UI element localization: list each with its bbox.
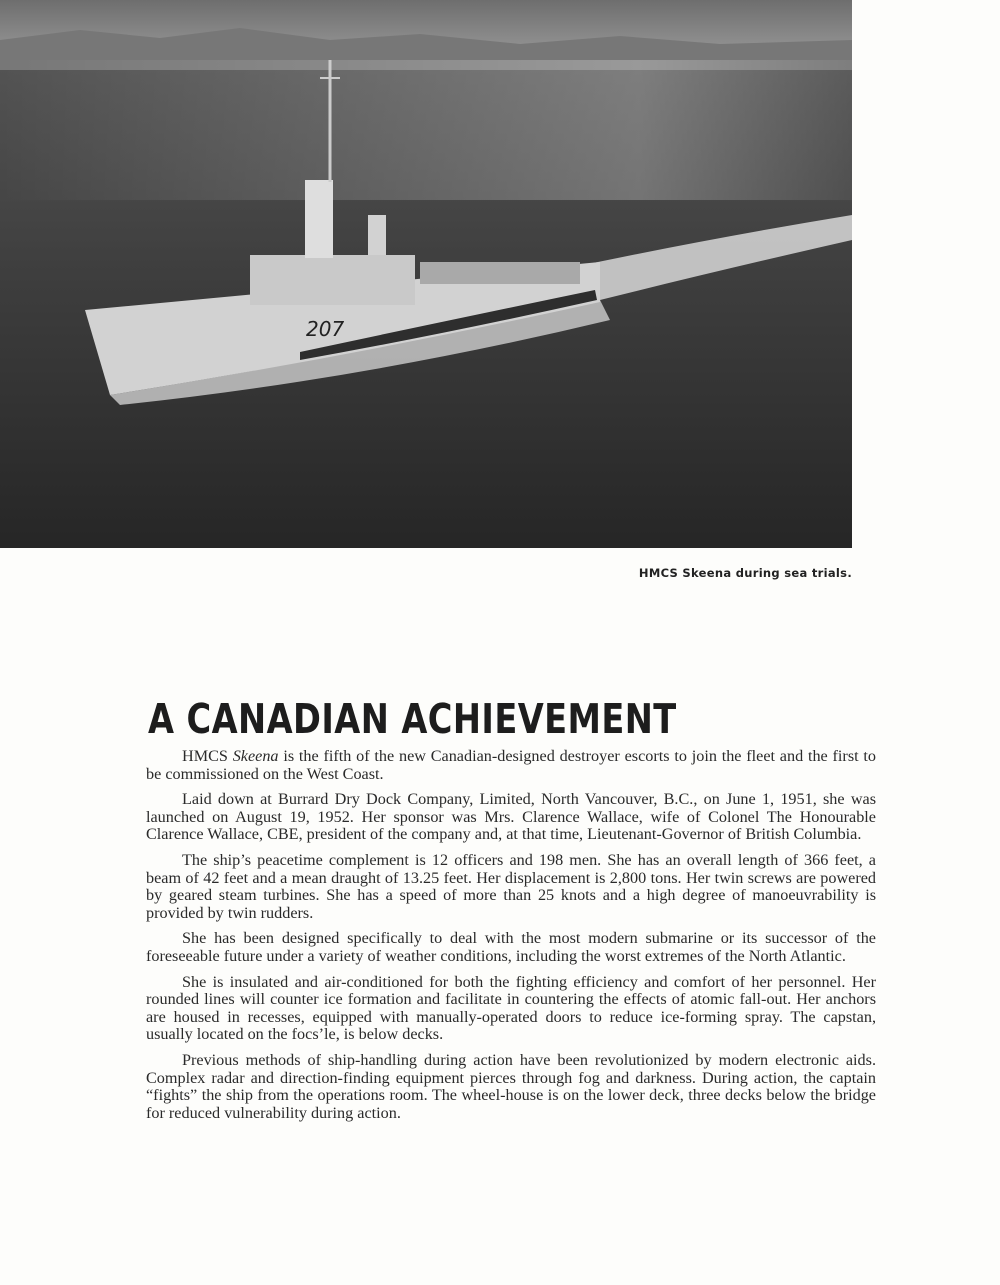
- photo-caption: HMCS Skeena during sea trials.: [638, 566, 852, 580]
- ship-name-italic: Skeena: [232, 747, 279, 765]
- article-title: A CANADIAN ACHIEVEMENT: [148, 695, 677, 744]
- paragraph-3: The ship’s peacetime complement is 12 officers and 198 men. She has an overall length of 366 feet, a beam of 42 feet and a mean draught of 13.25 feet. Her displacement is 2,800 tons. Her twin screws are powered by geared steam turbines. She has a speed of more than 25 knots and a high degree of manoeuvrability is provided by twin rudders.: [146, 850, 876, 922]
- ship-photo-illustration: [0, 0, 852, 548]
- hull-number: 207: [306, 317, 345, 341]
- paragraph-1: [146, 748, 876, 783]
- paragraph-4: She has been designed specifically to deal with the most modern submarine or its successor of the foreseeable future under a variety of weather conditions, including the worst extremes of the North Atlantic.: [146, 929, 876, 965]
- paragraph-1-post: is the fifth of the new Canadian-designed destroyer escorts to join the fleet and the first to be commissioned on the West Coast.: [146, 747, 876, 783]
- paragraph-6: Previous methods of ship-handling during action have been revolutionized by modern electronic aids. Complex radar and direction-finding equipment pierces through fog and darkness. During action, the captain “fights” the ship from the operations room. The wheel-house is on the lower deck, three decks below the bridge for reduced vulnerability during action.: [146, 1050, 876, 1122]
- ship-photo: [0, 0, 852, 548]
- paragraph-2: Laid down at Burrard Dry Dock Company, Limited, North Vancouver, B.C., on June 1, 1951, she was launched on August 19, 1952. Her sponsor was Mrs. Clarence Wallace, wife of Colonel The Honourable Clarence Wallace, CBE, president of the company and, at that time, Lieutenant-Governor of British Columbia.: [146, 790, 876, 844]
- article-body: [146, 748, 876, 1130]
- paragraph-5: She is insulated and air-conditioned for both the fighting efficiency and comfort of her personnel. Her rounded lines will counter ice formation and facilitate in countering the effects of atomic fall-out. Her anchors are housed in recesses, equipped with manually-operated doors to reduce ice-forming spray. The capstan, usually located on the focs’le, is below decks.: [146, 972, 876, 1044]
- paragraph-1-pre: HMCS: [182, 747, 233, 765]
